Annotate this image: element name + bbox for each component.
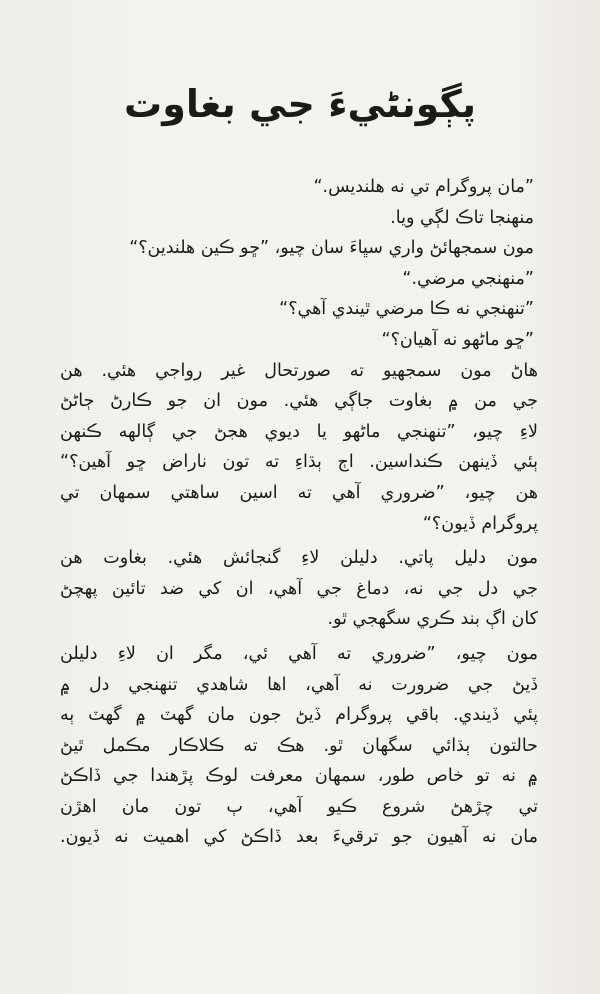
text-line: ”ڇو ماڻهو نه آهيان؟“ xyxy=(381,329,534,350)
text-line: ”منهنجي مرضي.“ xyxy=(402,268,534,289)
body-text xyxy=(60,172,538,853)
text-line: مون سمجهائڻ واري سڀاءَ سان چيو، ”ڇو ڪين هلندين؟“ xyxy=(129,238,534,259)
text-line: کان اڳ بند ڪري سگهجي ٿو. xyxy=(327,609,538,630)
text-line: مون دليل پاتي. دليلن لاءِ گنجائش هئي. بغاوت هن xyxy=(60,548,538,569)
text-line: هاڻ مون سمجهيو ته صورتحال غير رواجي هئي. هن xyxy=(60,360,538,381)
text-line: ”تنهنجي نه ڪا مرضي ٿيندي آهي؟“ xyxy=(279,299,534,320)
text-line: ۾ نه تو خاص طور، سمهان معرفت لوڪ پڙهندا جي ڏاڪڻ xyxy=(60,766,538,787)
text-line: جي دل جي نه، دماغ جي آهي، ان کي ضد تائين پهچڻ xyxy=(60,578,538,599)
text-line: پروگرام ڏيون؟“ xyxy=(422,513,538,534)
text-line: ٻئي ڏينهن ڪنداسين. اڄ ٻڌاءِ ته تون ناراض ڇو آهين؟“ xyxy=(60,452,538,473)
text-line: تي چڙهڻ شروع ڪيو آهي، ٻ تون مان اهڙن xyxy=(60,796,538,817)
text-line: لاءِ چيو، ”تنهنجي ماڻهو يا ديوي هجڻ جي ڳالهه ڪنهن xyxy=(60,421,538,442)
text-line: مان نه آهيون جو ترقيءَ بعد ڏاڪڻ کي اهميت نه ڏيون. xyxy=(60,827,538,848)
text-line: ڏيڻ جي ضرورت نه آهي، اها شاهدي تنهنجي دل ۾ xyxy=(60,674,538,695)
text-line: حالتون ٻڌائي سگهان ٿو. هڪ ته ڪلاڪار مڪمل ٿيڻ xyxy=(60,735,538,756)
text-line: جي من ۾ بغاوت جاڳي هئي. مون ان جو ڪارڻ ڄاڻڻ xyxy=(60,391,538,412)
chapter-title: پڳونڻيءَ جي بغاوت xyxy=(124,82,476,126)
text-line: هن چيو، ”ضروري آهي ته اسين ساهتي سمهان تي xyxy=(60,482,538,503)
text-line: منهنجا تاڪ لڳي ويا. xyxy=(390,207,534,228)
text-line: ”مان پروگرام تي نه هلنديس.“ xyxy=(313,177,534,197)
text-line: مون چيو، ”ضروري ته آهي ئي، مگر ان لاءِ دليلن xyxy=(60,643,538,664)
text-line: پئي ڏيندي. باقي پروگرام ڏيڻ جون مان گهٽ ۾ گهٽ ٻه xyxy=(60,705,538,726)
